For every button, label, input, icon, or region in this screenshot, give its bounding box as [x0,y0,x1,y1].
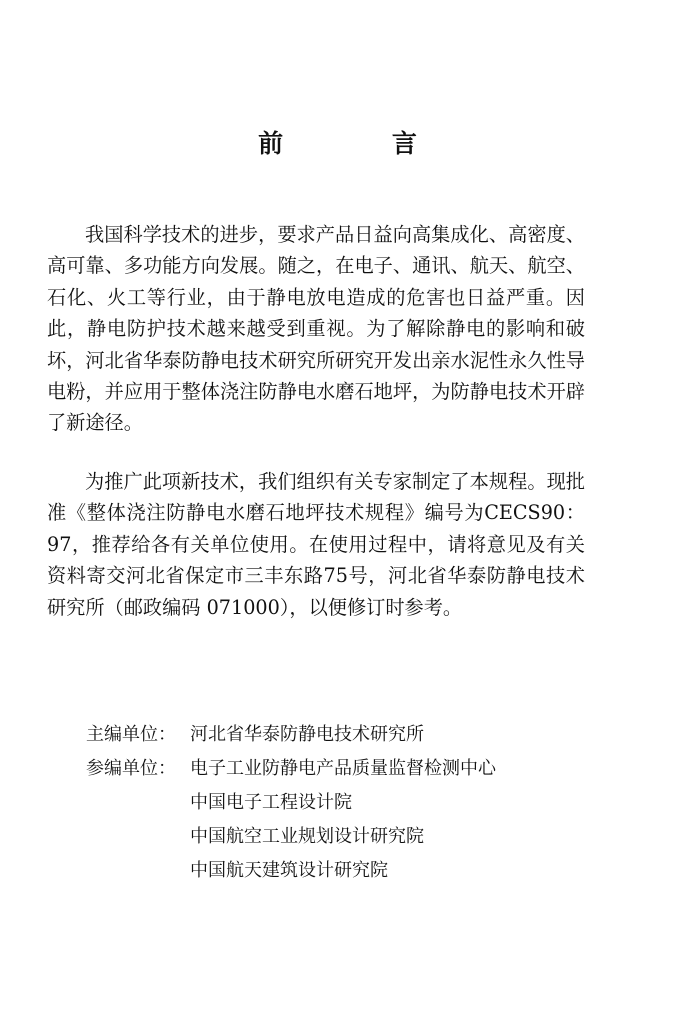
participant-4: 中国航天建筑设计研究院 [190,860,388,881]
participant-row [86,752,496,786]
paragraph-1: 我国科学技术的进步，要求产品日益向高集成化、高密度、高可靠、多功能方向发展。随之，在电子、通讯、航天、航空、石化、火工等行业，由于静电放电造成的危害也日益严重。因此，静电防护技术越来越受到重视。为了解除静电的影响和破坏，河北省华泰防静电技术研究所研究开发出亲水泥性永久性导电粉，并应用于整体浇注防静电水磨石地坪，为防静电技术开辟了新途径。 [47,223,585,435]
participant-row [86,854,496,888]
participant-3: 中国航空工业规划设计研究院 [190,826,424,847]
participant-2: 中国电子工程设计院 [190,792,352,813]
paragraph-2-block [47,466,585,623]
participant-row [86,786,496,820]
participant-1: 电子工业防静电产品质量监督检测中心 [190,758,496,779]
paragraph-1-block [47,219,585,439]
participant-row [86,820,496,854]
credits-block [86,718,496,888]
chief-editor-row [86,718,496,752]
chief-editor-label: 主编单位： [86,724,176,745]
chief-editor-value: 河北省华泰防静电技术研究所 [190,724,424,745]
paragraph-2: 为推广此项新技术，我们组织有关专家制定了本规程。现批准《整体浇注防静电水磨石地坪技术规程》编号为CECS90：97，推荐给各有关单位使用。在使用过程中，请将意见及有关资料寄交河北省保定市三丰东路75号，河北省华泰防静电技术研究所（邮政编码 071000），以便修订时参考。 [47,470,585,619]
participants-label: 参编单位： [86,758,176,779]
page-title: 前 言 [258,129,467,158]
